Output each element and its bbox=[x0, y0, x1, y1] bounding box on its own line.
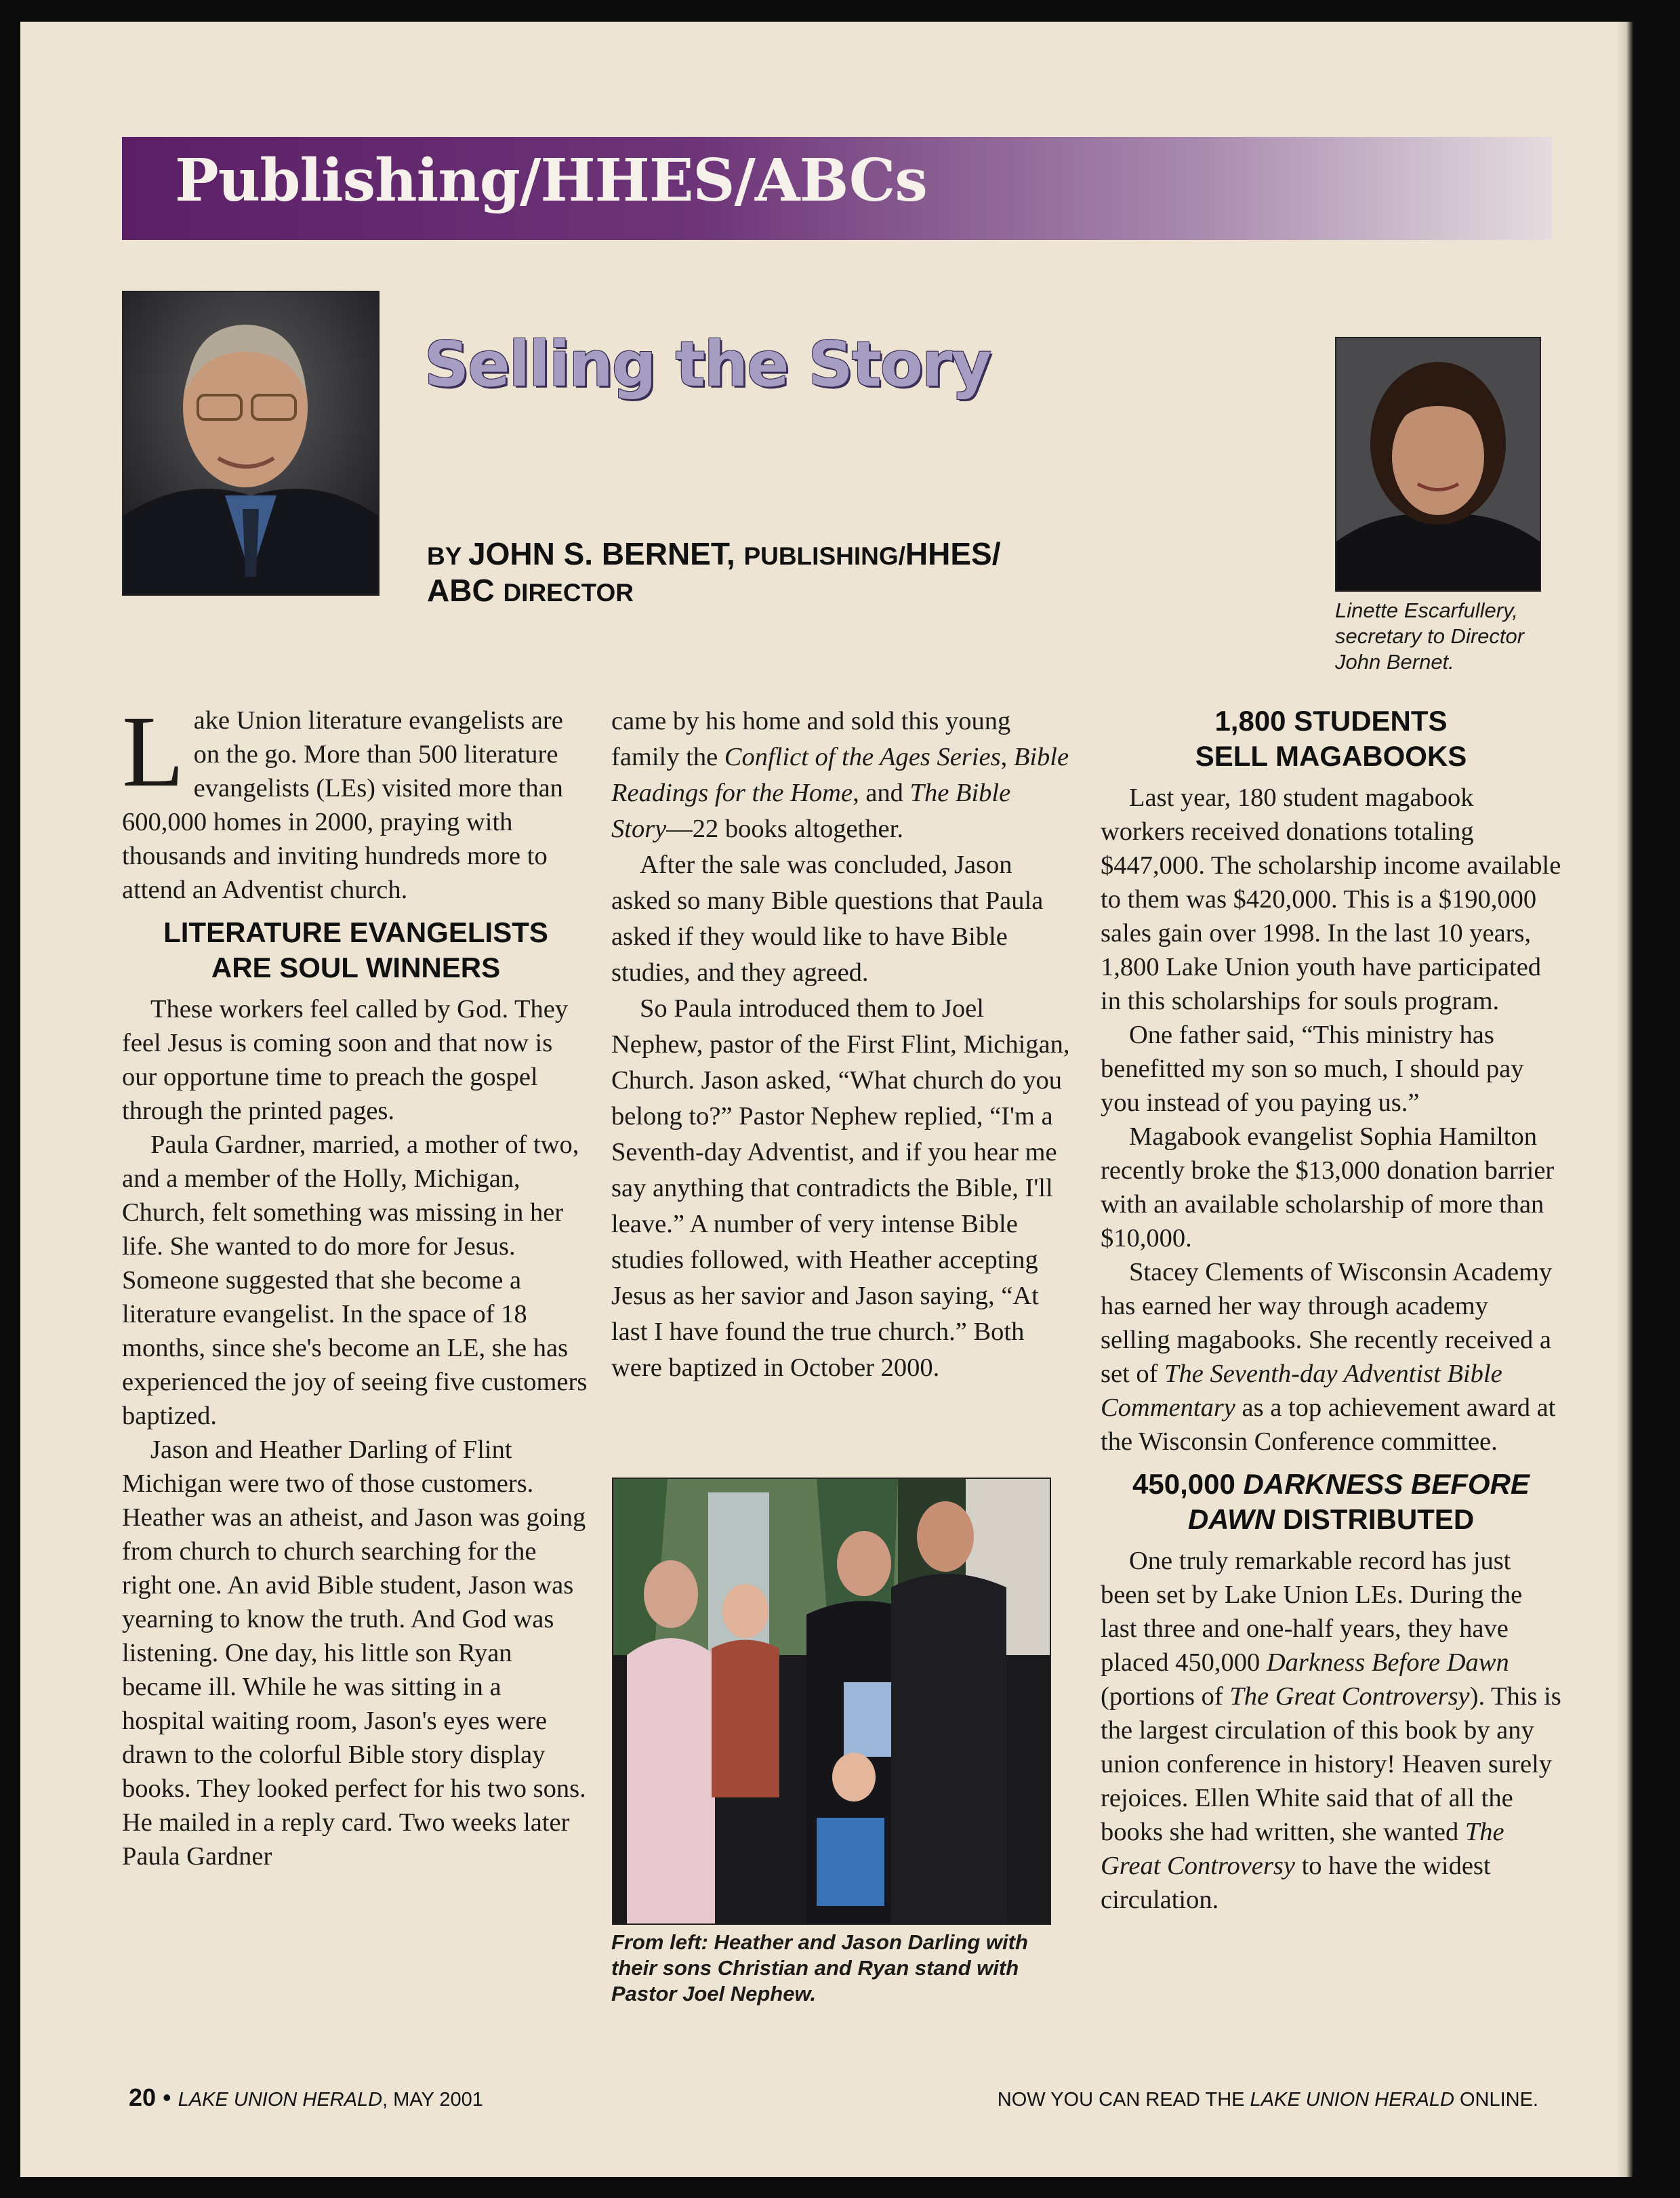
footer-online-c: ONLINE. bbox=[1454, 2089, 1538, 2111]
book-title-commentary: The Seventh-day Adventist Bible Commentary bbox=[1101, 1360, 1502, 1422]
col1-paragraph-3: Paula Gardner, married, a mother of two, and a member of the Holly, Michigan, Church, felt something was missing in her life. She wanted to do more for Jesus. Someone suggested that she become a literature evangelist. In the space of 18 months, since she's become an LE, she has experienced the joy of seeing five customers baptized. bbox=[122, 1131, 588, 1430]
subhead-line2: ARE SOUL WINNERS bbox=[211, 952, 501, 983]
group-photo-caption: From left: Heather and Jason Darling with their sons Christian and Ryan stand with Pastor Joel Nephew. bbox=[611, 1930, 1028, 2006]
col3-p5-a: One truly remarkable record has just been set by Lake Union LEs. During the last three and one-half years, they have placed 450,000 bbox=[1101, 1547, 1523, 1677]
group-photo bbox=[612, 1478, 1051, 1925]
col2-paragraph-2: After the sale was concluded, Jason asked so many Bible questions that Paula asked if they would like to have Bible studies, and they agreed. bbox=[611, 851, 1044, 987]
secretary-caption: Linette Escarfullery, secretary to Director John Bernet. bbox=[1335, 598, 1525, 674]
col3-paragraph-1: Last year, 180 student magabook workers received donations totaling $447,000. The scholarship income available to them was $420,000. This is a $190,000 sales gain over 1998. In the last 10 years, 1,800 Lake Union youth have participated in this scholarships for souls program. bbox=[1101, 783, 1561, 1015]
footer-right bbox=[998, 2083, 1538, 2112]
col1-paragraph-4: Jason and Heather Darling of Flint Michigan were two of those customers. Heather was an atheist, and Jason was going from church to church searching for the right one. An avid Bible student, Jason was yearning to know the truth. And God was listening. One day, his little son Ryan became ill. While he was sitting in a hospital waiting room, Jason's eyes were drawn to the colorful Bible story display books. They looked perfect for his two sons. He mailed in a reply card. Two weeks later Paula Gardner bbox=[122, 1436, 586, 1871]
drop-cap: L bbox=[122, 695, 184, 808]
col3-paragraph-5 bbox=[1101, 1544, 1561, 1917]
byline-role-a: PUBLISHING/ bbox=[743, 542, 905, 570]
book-title-conflict: Conflict of the Ages Series bbox=[724, 743, 1001, 771]
col1-p1-text: ake Union literature evangelists are on the go. More than 500 literature evangelists (LEs) visited more than 600,000 homes in 2000, praying with thousands and inviting hundreds more to attend an Adventist church. bbox=[122, 706, 563, 904]
book-title-bible-story: The Bible Story bbox=[611, 779, 1011, 843]
col3-paragraph-2: One father said, “This ministry has benefitted my son so much, I should pay you instead of you paying us.” bbox=[1101, 1021, 1524, 1117]
col2-paragraph-3: So Paula introduced them to Joel Nephew, pastor of the First Flint, Michigan, Church. Jason asked, “What church do you belong to?” Pastor Nephew replied, “I'm a Seventh-day Adventist, and if you hear me say anything that contradicts the Bible, I'll leave.” A number of very intense Bible studies followed, with Heather accepting Jesus as her savior and Jason saying, “At last I have found the true church.” Both were baptized in October 2000. bbox=[611, 994, 1070, 1382]
footer-bullet: • bbox=[156, 2083, 178, 2111]
subhead1-line1: 1,800 STUDENTS bbox=[1214, 705, 1448, 737]
subhead-literature-evangelists bbox=[122, 915, 590, 985]
subhead-darkness-before-dawn bbox=[1101, 1467, 1561, 1537]
footer-publication: LAKE UNION HERALD bbox=[178, 2089, 383, 2111]
col2-p1-a: came by his home and sold this young family the bbox=[611, 707, 1011, 771]
footer-issue: , MAY 2001 bbox=[382, 2089, 483, 2111]
byline-by: BY bbox=[427, 542, 469, 570]
col3-p5-c: ). This is the largest circulation of this book by any union conference in history! Heaven surely rejoices. Ellen White said that of all the books she had written, she wanted bbox=[1101, 1682, 1561, 1846]
article-title: Selling the Story bbox=[424, 328, 991, 401]
col3-p5-b: (portions of bbox=[1101, 1682, 1230, 1711]
page-number: 20 bbox=[129, 2083, 157, 2111]
byline-role-c: ABC bbox=[427, 573, 504, 608]
col2-p1-d: —22 books altogether. bbox=[666, 815, 903, 843]
byline-role-d: DIRECTOR bbox=[503, 579, 634, 607]
section-banner-title: Publishing/HHES/ABCs bbox=[175, 146, 927, 215]
footer-online-b: LAKE UNION HERALD bbox=[1250, 2089, 1454, 2111]
book-title-great-controversy: The Great Controversy bbox=[1229, 1682, 1470, 1711]
magazine-page bbox=[20, 22, 1633, 2177]
subhead2-count: 450,000 bbox=[1132, 1468, 1244, 1500]
subhead2-title-a: DARKNESS BEFORE bbox=[1243, 1468, 1530, 1500]
byline bbox=[427, 537, 1078, 610]
column-1 bbox=[122, 695, 590, 1873]
col3-p4-b: as a top achievement award at the Wisconsin Conference committee. bbox=[1101, 1393, 1556, 1456]
book-title-great-controversy-2: The Great Controversy bbox=[1101, 1818, 1504, 1880]
column-2 bbox=[611, 704, 1072, 1386]
subhead2-distributed: DISTRIBUTED bbox=[1275, 1503, 1475, 1535]
byline-name: JOHN S. BERNET, bbox=[468, 536, 744, 571]
section-banner bbox=[122, 137, 1552, 240]
column-3 bbox=[1101, 704, 1561, 1917]
col2-paragraph-1 bbox=[611, 704, 1072, 847]
torn-page-edge bbox=[1616, 22, 1633, 2177]
footer-online-a: NOW YOU CAN READ THE bbox=[997, 2089, 1250, 2111]
col3-paragraph-3: Magabook evangelist Sophia Hamilton recently broke the $13,000 donation barrier with an available scholarship of more than $10,000. bbox=[1101, 1122, 1555, 1253]
byline-role-b: HHES/ bbox=[905, 536, 1001, 571]
col2-p1-b: , bbox=[1000, 743, 1014, 771]
col3-p4-a: Stacey Clements of Wisconsin Academy has earned her way through academy selling magabooks. She recently received a set of bbox=[1101, 1258, 1553, 1388]
book-title-darkness: Darkness Before Dawn bbox=[1266, 1648, 1509, 1677]
footer-left bbox=[129, 2083, 483, 2112]
col1-paragraph-1 bbox=[122, 695, 590, 907]
secretary-portrait bbox=[1335, 337, 1541, 592]
author-portrait bbox=[122, 291, 380, 596]
subhead-line1: LITERATURE EVANGELISTS bbox=[163, 916, 548, 948]
col1-paragraph-2: These workers feel called by God. They feel Jesus is coming soon and that now is our opportune time to preach the gospel through the printed pages. bbox=[122, 995, 569, 1125]
subhead2-title-b: DAWN bbox=[1187, 1503, 1275, 1535]
book-title-bible-readings: Bible Readings for the Home bbox=[611, 743, 1069, 807]
col3-p5-d: to have the widest circulation. bbox=[1101, 1852, 1491, 1914]
subhead-students bbox=[1101, 704, 1561, 774]
subhead1-line2: SELL MAGABOOKS bbox=[1195, 740, 1467, 772]
col2-p1-c: , and bbox=[853, 779, 910, 807]
col3-paragraph-4 bbox=[1101, 1255, 1561, 1459]
